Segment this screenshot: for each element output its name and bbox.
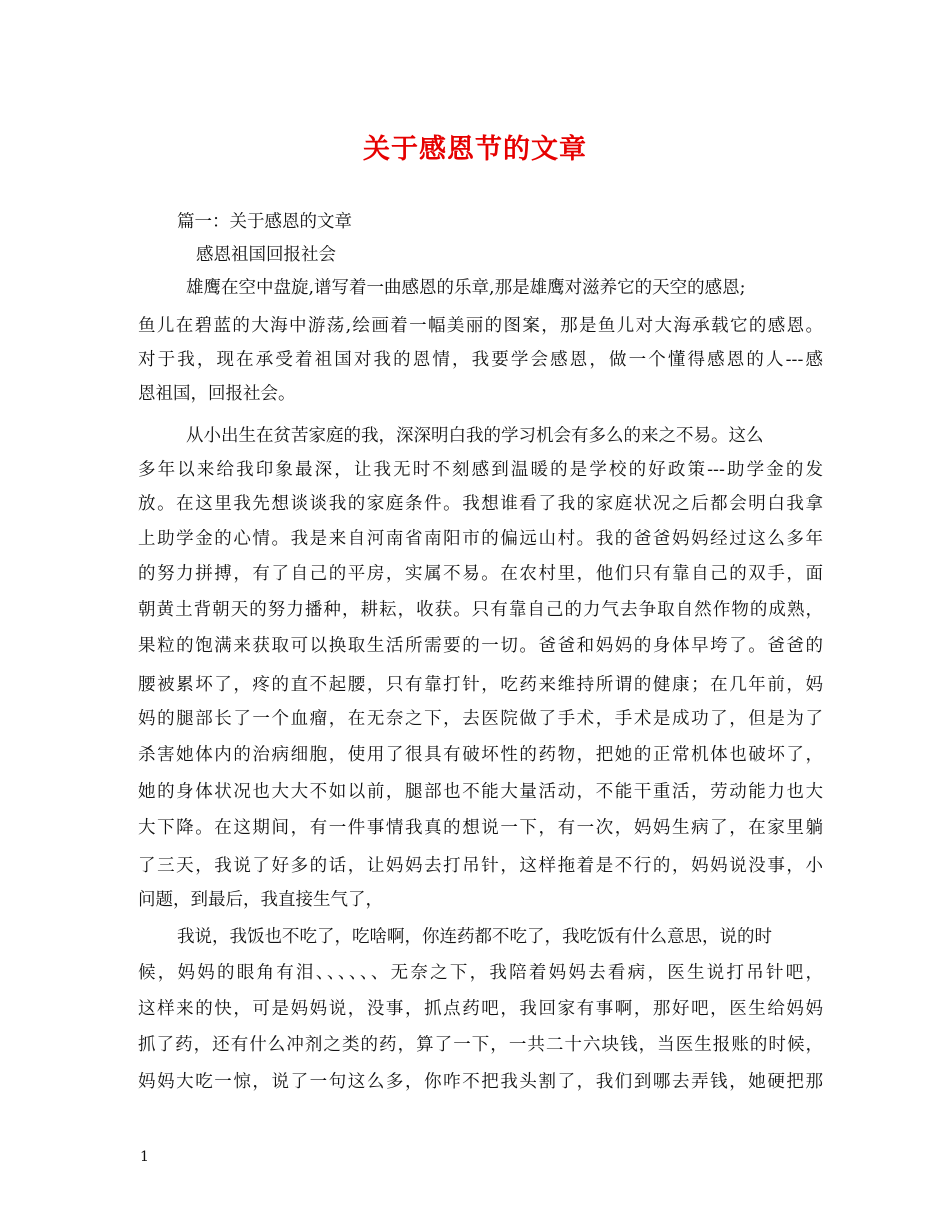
text-line: 腰被累坏了，疼的直不起腰，只有靠打针，吃药来维持所谓的健康；在几年前，妈 [138,675,823,695]
text-line: 妈妈大吃一惊，说了一句这么多，你咋不把我头割了，我们到哪去弄钱，她硬把那 [138,1072,823,1092]
text-line: 大下降。在这期间，有一件事情我真的想说一下，有一次，妈妈生病了，在家里躺 [138,818,823,838]
text-line: 的努力拼搏，有了自己的平房，实属不易。在农村里，他们只有靠自己的双手，面 [138,564,823,584]
text-line: 她的身体状况也大大不如以前，腿部也不能大量活动，不能干重活，劳动能力也大 [138,782,823,802]
text-line: 上助学金的心情。我是来自河南省南阳市的偏远山村。我的爸爸妈妈经过这么多年 [138,529,823,549]
text-line: 果粒的饱满来获取可以换取生活所需要的一切。爸爸和妈妈的身体早垮了。爸爸的 [138,636,823,656]
page-title: 关于感恩节的文章 [363,134,587,165]
text-line: 妈的腿部长了一个血瘤，在无奈之下，去医院做了手术，手术是成功了，但是为了 [138,709,823,729]
subheading: 感恩祖国回报社会 [196,245,336,265]
text-line: 从小出生在贫苦家庭的我，深深明白我的学习机会有多么的来之不易。这么 [186,426,764,446]
text-line: 雄鹰在空中盘旋,谱写着一曲感恩的乐章,那是雄鹰对滋养它的天空的感恩; [186,278,746,298]
text-line: 鱼儿在碧蓝的大海中游荡,绘画着一幅美丽的图案，那是鱼儿对大海承载它的感恩。 [138,316,823,336]
text-line: 对于我，现在承受着祖国对我的恩情，我要学会感恩，做一个懂得感恩的人---感 [138,350,823,370]
text-line: 恩祖国，回报社会。 [138,384,296,404]
text-line: 这样来的快，可是妈妈说，没事，抓点药吧，我回家有事啊，那好吧，医生给妈妈 [138,999,823,1019]
text-line: 问题，到最后，我直接生气了， [138,890,383,910]
text-line: 多年以来给我印象最深，让我无时不刻感到温暖的是学校的好政策---助学金的发 [138,460,823,480]
text-line: 朝黄土背朝天的努力播种，耕耘，收获。只有靠自己的力气去争取自然作物的成熟， [138,600,823,620]
text-line: 我说，我饭也不吃了，吃啥啊，你连药都不吃了，我吃饭有什么意思，说的时 [177,927,772,947]
text-line: 杀害她体内的治病细胞，使用了很具有破坏性的药物，把她的正常机体也破坏了， [138,745,823,765]
text-line: 候，妈妈的眼角有泪、、、、、、无奈之下，我陪着妈妈去看病，医生说打吊针吧， [138,963,823,983]
text-line: 放。在这里我先想谈谈我的家庭条件。我想谁看了我的家庭状况之后都会明白我拿 [138,494,823,514]
page-number: 1 [140,1149,149,1165]
text-line: 抓了药，还有什么冲剂之类的药，算了一下，一共二十六块钱，当医生报账的时候， [138,1035,823,1055]
section-heading: 篇一：关于感恩的文章 [177,212,352,232]
text-line: 了三天，我说了好多的话，让妈妈去打吊针，这样拖着是不行的，妈妈说没事，小 [138,856,823,876]
